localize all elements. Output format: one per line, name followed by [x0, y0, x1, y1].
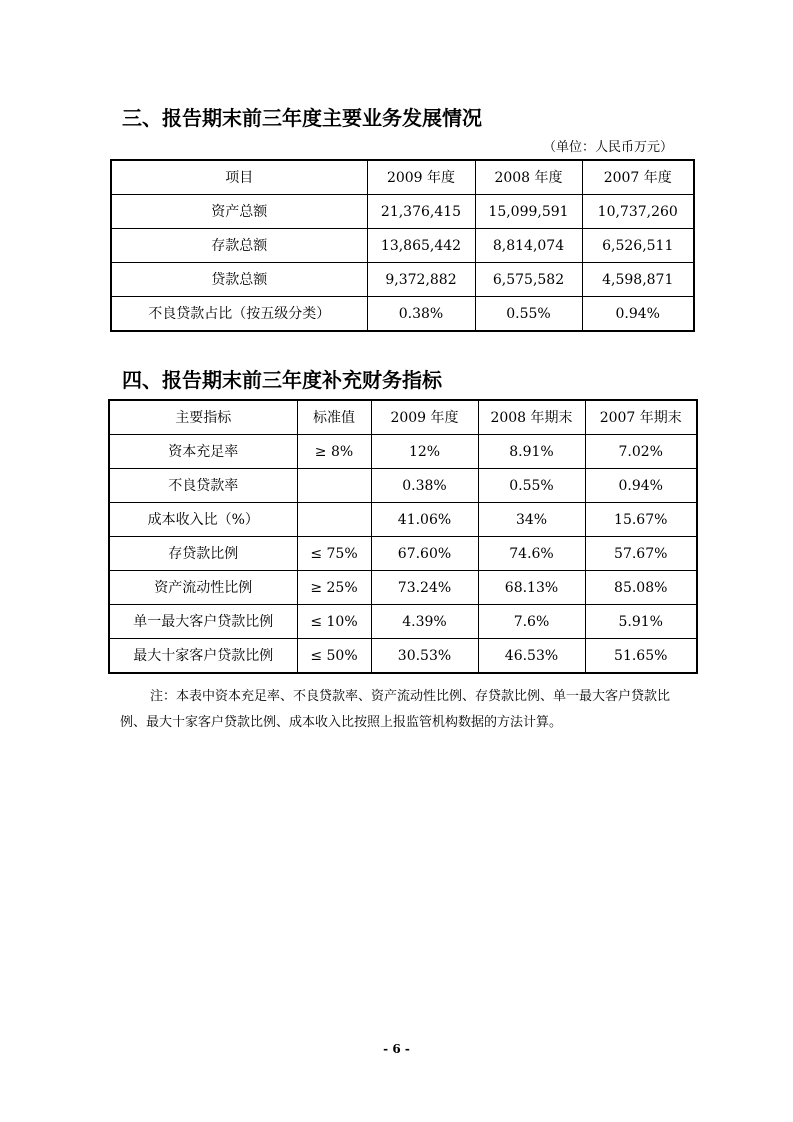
table-cell: 10,737,260: [582, 195, 694, 229]
table-cell: 12%: [371, 435, 478, 469]
header-cell: 标准值: [297, 400, 371, 435]
table-cell: 0.94%: [585, 469, 697, 503]
table-cell: 15,099,591: [475, 195, 582, 229]
table-cell: 4.39%: [371, 605, 478, 639]
table-row: [111, 195, 694, 229]
table-cell: 9,372,882: [367, 263, 475, 297]
row-label: 资本充足率: [109, 435, 297, 469]
table-cell: 0.94%: [582, 297, 694, 332]
table-row: [111, 263, 694, 297]
table-cell: 85.08%: [585, 571, 697, 605]
row-label: 存款总额: [111, 229, 367, 263]
row-label: 存贷款比例: [109, 537, 297, 571]
table-cell: 74.6%: [478, 537, 585, 571]
table-cell: 41.06%: [371, 503, 478, 537]
table-cell: 8.91%: [478, 435, 585, 469]
table-cell: 8,814,074: [475, 229, 582, 263]
header-cell: 2008 年期末: [478, 400, 585, 435]
standard-cell: ≤ 75%: [297, 537, 371, 571]
table-row: [111, 297, 694, 332]
table-cell: 73.24%: [371, 571, 478, 605]
row-label: 不良贷款占比（按五级分类）: [111, 297, 367, 332]
table-cell: 7.02%: [585, 435, 697, 469]
table-cell: 57.67%: [585, 537, 697, 571]
table-cell: 67.60%: [371, 537, 478, 571]
table-cell: 21,376,415: [367, 195, 475, 229]
header-cell: 2007 年度: [582, 160, 694, 195]
table-cell: 0.55%: [475, 297, 582, 332]
table-row: [109, 469, 697, 503]
table-cell: 15.67%: [585, 503, 697, 537]
row-label: 单一最大客户贷款比例: [109, 605, 297, 639]
table-cell: 0.38%: [371, 469, 478, 503]
table-row: [109, 639, 697, 674]
row-label: 贷款总额: [111, 263, 367, 297]
standard-cell: ≤ 10%: [297, 605, 371, 639]
table-row: [109, 503, 697, 537]
table-cell: 13,865,442: [367, 229, 475, 263]
page-number: - 6 -: [383, 1042, 410, 1056]
table-cell: 34%: [478, 503, 585, 537]
table-row: [109, 435, 697, 469]
table-row: [109, 537, 697, 571]
table-note: 注：本表中资本充足率、不良贷款率、资产流动性比例、存贷款比例、单一最大客户贷款比例、最大十家客户贷款比例、成本收入比按照上报监管机构数据的方法计算。: [120, 689, 671, 730]
table-cell: 51.65%: [585, 639, 697, 674]
header-cell: 2009 年度: [367, 160, 475, 195]
header-cell: 2009 年度: [371, 400, 478, 435]
table-cell: 6,575,582: [475, 263, 582, 297]
header-cell: 2008 年度: [475, 160, 582, 195]
section4-heading: 四、报告期末前三年度补充财务指标: [122, 368, 442, 392]
standard-cell: ≤ 50%: [297, 639, 371, 674]
table-row: [109, 605, 697, 639]
table-cell: 30.53%: [371, 639, 478, 674]
table-row: [111, 229, 694, 263]
table-cell: 46.53%: [478, 639, 585, 674]
standard-cell: [297, 503, 371, 537]
table-cell: 0.38%: [367, 297, 475, 332]
financial-indicators-table: [108, 399, 698, 674]
table-cell: 68.13%: [478, 571, 585, 605]
table-header-row: [109, 400, 697, 435]
standard-cell: ≥ 8%: [297, 435, 371, 469]
table-header-row: [111, 160, 694, 195]
business-development-table: [110, 159, 695, 332]
row-label: 成本收入比（%）: [109, 503, 297, 537]
standard-cell: [297, 469, 371, 503]
table-cell: 7.6%: [478, 605, 585, 639]
row-label: 资产总额: [111, 195, 367, 229]
header-cell: 2007 年期末: [585, 400, 697, 435]
row-label: 不良贷款率: [109, 469, 297, 503]
table-cell: 6,526,511: [582, 229, 694, 263]
header-cell: 项目: [111, 160, 367, 195]
table-row: [109, 571, 697, 605]
header-cell: 主要指标: [109, 400, 297, 435]
row-label: 资产流动性比例: [109, 571, 297, 605]
row-label: 最大十家客户贷款比例: [109, 639, 297, 674]
table-cell: 5.91%: [585, 605, 697, 639]
unit-label: （单位：人民币万元）: [542, 140, 673, 155]
table-cell: 0.55%: [478, 469, 585, 503]
standard-cell: ≥ 25%: [297, 571, 371, 605]
table-cell: 4,598,871: [582, 263, 694, 297]
section3-heading: 三、报告期末前三年度主要业务发展情况: [122, 106, 482, 130]
